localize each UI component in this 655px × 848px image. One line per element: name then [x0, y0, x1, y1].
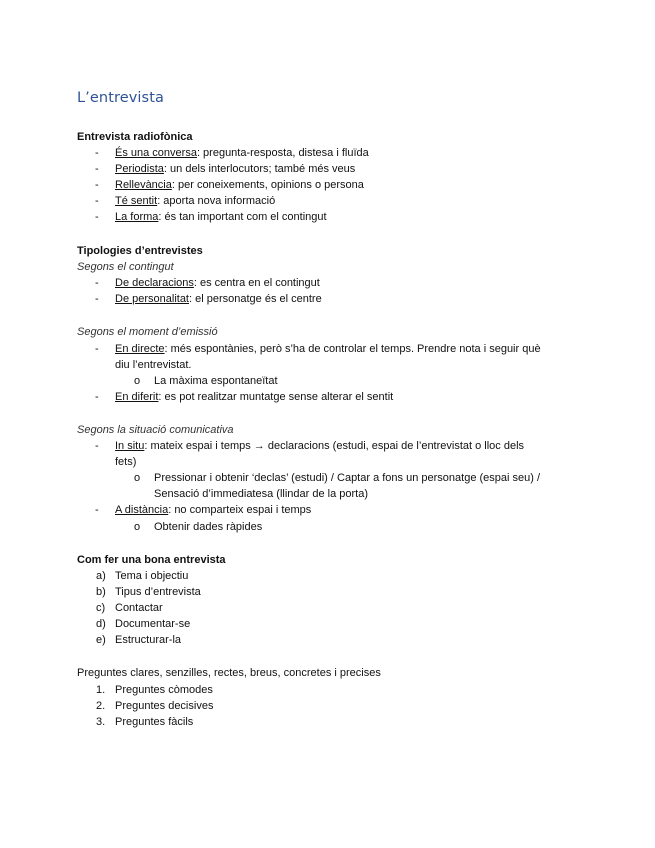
subheading-by-broadcast-moment: Segons el moment d’emissió	[77, 326, 218, 338]
list-item	[115, 145, 369, 161]
list-item-term: La forma	[115, 211, 159, 223]
page-title: L’entrevista	[77, 90, 164, 106]
list-item-term: A distància	[115, 504, 169, 516]
sub-list-item-continuation: Sensació d’immediatesa (llindar de la porta)	[154, 488, 368, 500]
list-marker: e)	[96, 634, 106, 646]
dash-bullet: -	[95, 277, 99, 289]
list-item-term: En directe	[115, 343, 165, 355]
list-item-term: En diferit	[115, 391, 159, 403]
list-item: Preguntes còmodes	[115, 684, 213, 696]
list-marker: 1.	[96, 684, 106, 696]
list-item-term: De declaracions	[115, 277, 194, 289]
list-item-continuation: diu l’entrevistat.	[115, 359, 192, 371]
list-item	[115, 389, 393, 405]
list-item-term: De personalitat	[115, 293, 189, 305]
list-item-text: : per coneixements, opinions o persona	[171, 179, 364, 191]
circle-bullet: o	[134, 521, 141, 533]
list-marker: b)	[96, 586, 106, 598]
list-marker: d)	[96, 618, 106, 630]
list-item: Tipus d’entrevista	[115, 586, 201, 598]
list-item-text: : no comparteix espai i temps	[168, 504, 312, 516]
list-item-continuation: fets)	[115, 456, 137, 468]
section-heading-interview-types: Tipologies d’entrevistes	[77, 245, 203, 257]
list-item-text: : un dels interlocutors; també més veus	[163, 163, 356, 175]
section-heading-radio-interview: Entrevista radiofònica	[77, 131, 193, 143]
list-item-text: : es centra en el contingut	[193, 277, 320, 289]
dash-bullet: -	[95, 391, 99, 403]
list-item-term: Té sentit	[115, 195, 158, 207]
list-marker: 2.	[96, 700, 106, 712]
questions-intro: Preguntes clares, senzilles, rectes, breus, concretes i precises	[77, 667, 381, 679]
dash-bullet: -	[95, 293, 99, 305]
list-item	[115, 161, 355, 177]
circle-bullet: o	[134, 472, 141, 484]
list-item-text: : pregunta-resposta, distesa i fluïda	[196, 147, 369, 159]
list-item	[115, 275, 320, 291]
list-item	[115, 177, 364, 193]
subheading-by-content: Segons el contingut	[77, 261, 174, 273]
list-item	[115, 502, 311, 518]
list-item-term: Periodista	[115, 163, 164, 175]
list-item: Documentar-se	[115, 618, 191, 630]
list-item-term: És una conversa	[115, 147, 197, 159]
sub-list-item: Pressionar i obtenir ‘declas’ (estudi) / Captar a fons un personatge (espai seu) /	[154, 472, 541, 484]
list-item: Preguntes decisives	[115, 700, 214, 712]
dash-bullet: -	[95, 179, 99, 191]
dash-bullet: -	[95, 211, 99, 223]
list-item: Contactar	[115, 602, 163, 614]
dash-bullet: -	[95, 163, 99, 175]
list-item-text: : el personatge és el centre	[189, 293, 322, 305]
list-item: Preguntes fàcils	[115, 716, 194, 728]
list-item-term: In situ	[115, 440, 145, 452]
subheading-by-communicative-situation: Segons la situació comunicativa	[77, 424, 234, 436]
section-heading-good-interview: Com fer una bona entrevista	[77, 554, 226, 566]
dash-bullet: -	[95, 504, 99, 516]
dash-bullet: -	[95, 147, 99, 159]
list-item	[115, 438, 524, 454]
circle-bullet: o	[134, 375, 141, 387]
sub-list-item: Obtenir dades ràpides	[154, 521, 263, 533]
list-marker: a)	[96, 570, 106, 582]
sub-list-item: La màxima espontaneïtat	[154, 375, 278, 387]
list-marker: c)	[96, 602, 106, 614]
list-item-text: : mateix espai i temps → declaracions (estudi, espai de l’entrevistat o lloc dels	[144, 440, 525, 452]
list-item	[115, 341, 541, 357]
list-item	[115, 193, 275, 209]
list-item: Tema i objectiu	[115, 570, 189, 582]
list-marker: 3.	[96, 716, 106, 728]
list-item-text: : més espontànies, però s’ha de controlar el temps. Prendre nota i seguir què	[164, 343, 541, 355]
dash-bullet: -	[95, 440, 99, 452]
list-item-text: : és tan important com el contingut	[158, 211, 327, 223]
list-item-text: : es pot realitzar muntatge sense alterar el sentit	[158, 391, 394, 403]
dash-bullet: -	[95, 195, 99, 207]
list-item	[115, 291, 322, 307]
dash-bullet: -	[95, 343, 99, 355]
list-item: Estructurar-la	[115, 634, 182, 646]
list-item-text: : aporta nova informació	[157, 195, 276, 207]
list-item	[115, 209, 327, 225]
list-item-term: Rellevància	[115, 179, 172, 191]
